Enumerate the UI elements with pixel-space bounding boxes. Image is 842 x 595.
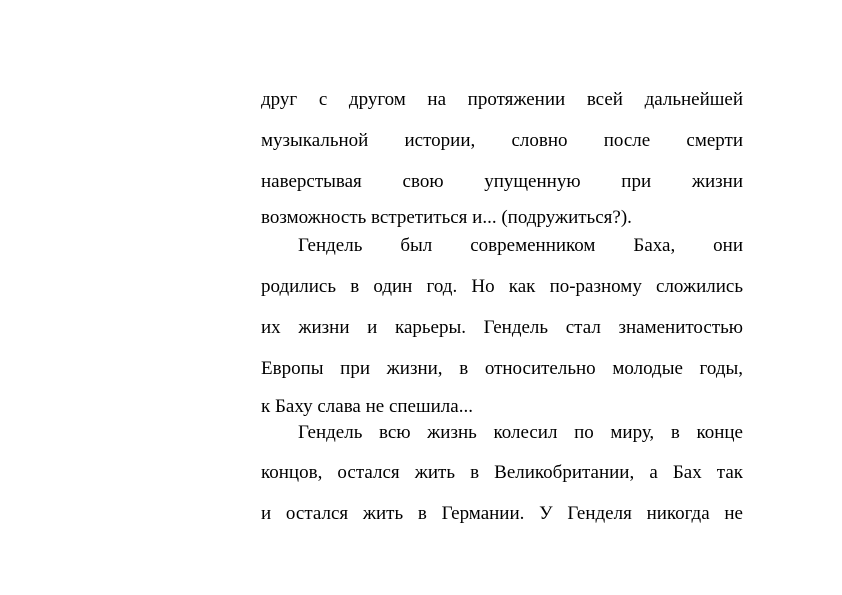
text-line: друг с другом на протяжении всей дальнейшей — [261, 89, 743, 110]
text-line: к Баху слава не спешила... — [261, 396, 473, 417]
text-line: и остался жить в Германии. У Генделя никогда не — [261, 503, 743, 524]
text-line: музыкальной истории, словно после смерти — [261, 130, 743, 151]
text-line: Европы при жизни, в относительно молодые годы, — [261, 358, 743, 379]
paragraph-first-line: Гендель был современником Баха, они — [298, 235, 743, 256]
text-line: наверстывая свою упущенную при жизни — [261, 171, 743, 192]
text-line: их жизни и карьеры. Гендель стал знаменитостью — [261, 317, 743, 338]
text-line: родились в один год. Но как по-разному сложились — [261, 276, 743, 297]
paragraph-first-line: Гендель всю жизнь колесил по миру, в конце — [298, 422, 743, 443]
text-line: концов, остался жить в Великобритании, а Бах так — [261, 462, 743, 483]
text-line: возможность встретиться и... (подружиться?). — [261, 207, 632, 228]
